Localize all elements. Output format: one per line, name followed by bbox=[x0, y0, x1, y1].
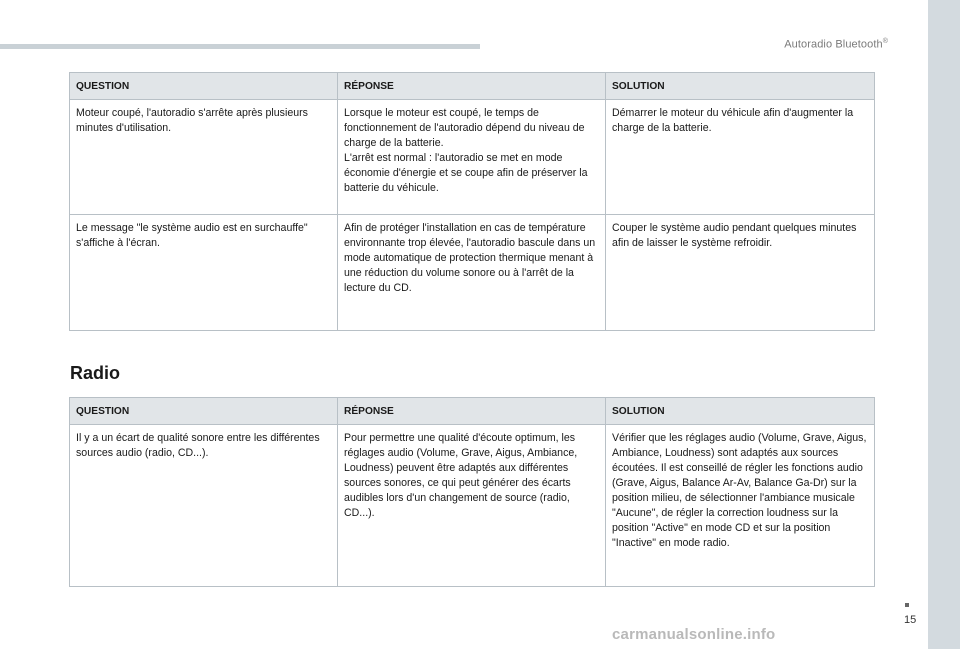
question-cell: Il y a un écart de qualité sonore entre les différentes sources audio (radio, CD...). bbox=[70, 425, 338, 587]
solution-cell: Démarrer le moteur du véhicule afin d'augmenter la charge de la batterie. bbox=[606, 100, 875, 215]
watermark: carmanualsonline.info bbox=[612, 626, 776, 643]
table-header-row bbox=[70, 398, 875, 425]
answer-paragraph: Afin de protéger l'installation en cas de température environnante trop élevée, l'autoradio bascule dans un mode automatique de protection thermique menant à une réduction du volume sonore ou à l'arrêt de la lecture du CD. bbox=[344, 222, 596, 294]
question-cell: Le message "le système audio est en surchauffe" s'affiche à l'écran. bbox=[70, 215, 338, 331]
registered-mark: ® bbox=[882, 38, 888, 45]
table-row bbox=[70, 425, 875, 587]
column-header-question: QUESTION bbox=[70, 398, 338, 425]
column-header-question: QUESTION bbox=[70, 73, 338, 100]
question-cell: Moteur coupé, l'autoradio s'arrête après plusieurs minutes d'utilisation. bbox=[70, 100, 338, 215]
answer-cell bbox=[338, 100, 606, 215]
page-marker-square bbox=[905, 603, 909, 607]
faq-table-radio bbox=[69, 397, 875, 587]
page-header-title bbox=[784, 38, 888, 51]
section-title-radio: Radio bbox=[70, 363, 121, 383]
page-number: 15 bbox=[904, 614, 917, 626]
column-header-answer: RÉPONSE bbox=[338, 398, 606, 425]
table-row bbox=[70, 100, 875, 215]
header-title-text: Autoradio Bluetooth bbox=[784, 38, 883, 51]
answer-cell bbox=[338, 425, 606, 587]
table-row bbox=[70, 215, 875, 331]
answer-paragraph: L'arrêt est normal : l'autoradio se met en mode économie d'énergie et se coupe afin de préserver la batterie du véhicule. bbox=[344, 152, 588, 194]
chapter-side-bar bbox=[928, 0, 960, 649]
header-rule bbox=[0, 44, 480, 49]
answer-paragraph: Pour permettre une qualité d'écoute optimum, les réglages audio (Volume, Grave, Aigus, Ambiance, Loudness) peuvent être adaptés aux différentes sources sonores, ce qui peut générer des écarts audibles lors d'un changement de source (radio, CD...). bbox=[344, 432, 578, 519]
solution-cell: Couper le système audio pendant quelques minutes afin de laisser le système refroidir. bbox=[606, 215, 875, 331]
solution-cell: Vérifier que les réglages audio (Volume, Grave, Aigus, Ambiance, Loudness) sont adaptés aux sources écoutées. Il est conseillé de régler les fonctions audio (Grave, Aigus, Balance Ar-Av, Balance Ga-Dr) sur la position milieu, de sélectionner l'ambiance musicale "Aucune", de régler la correction loudness sur la position "Active" en mode CD et sur la position "Inactive" en mode radio. bbox=[606, 425, 875, 587]
answer-cell bbox=[338, 215, 606, 331]
column-header-answer: RÉPONSE bbox=[338, 73, 606, 100]
column-header-solution: SOLUTION bbox=[606, 73, 875, 100]
faq-table-general bbox=[69, 72, 875, 331]
table-header-row bbox=[70, 73, 875, 100]
column-header-solution: SOLUTION bbox=[606, 398, 875, 425]
answer-paragraph: Lorsque le moteur est coupé, le temps de fonctionnement de l'autoradio dépend du niveau de charge de la batterie. bbox=[344, 107, 585, 149]
